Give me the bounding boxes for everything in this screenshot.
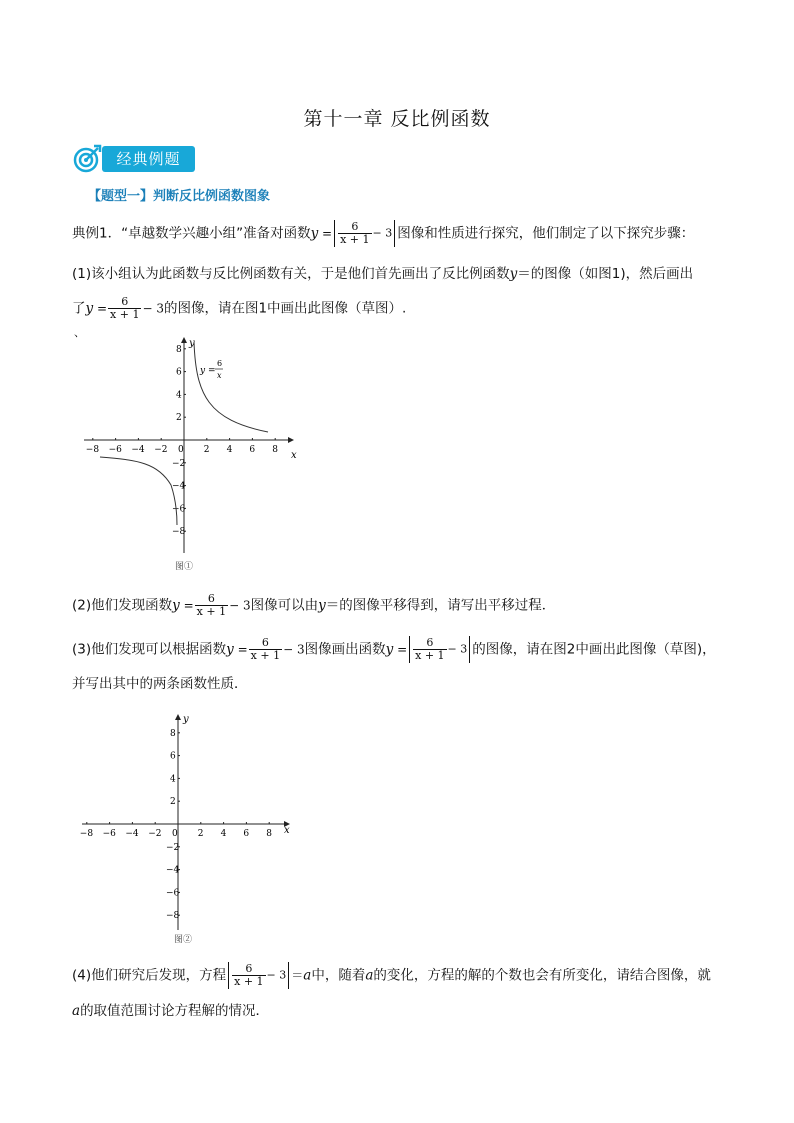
svg-text:y: y <box>200 366 206 376</box>
y-tick-label: 2 <box>176 413 182 424</box>
stray-mark: 、 <box>74 326 85 339</box>
y-tick-label: 8 <box>176 344 182 355</box>
y-tick-label: −8 <box>166 911 180 922</box>
example-line-1: 典例1．“卓越数学兴趣小组”准备对函数y = $\frac{6}{x + 1}$ − 3 图像和性质进行探究，他们制定了以下探究步骤： <box>72 220 695 246</box>
question-2: (2)他们发现函数y = $\frac{6}{x + 1}$ − 3图像可以由y＝的图像平移得到，请写出平移过程． <box>72 592 556 618</box>
figure-2-origin: 0 <box>172 829 178 839</box>
example-intro: 典例1．“卓越数学兴趣小组”准备对函数 <box>72 225 311 242</box>
y-tick-label: 4 <box>170 774 176 785</box>
question-4-line-2: a的取值范围讨论方程解的情况． <box>72 1003 270 1019</box>
y-tick-label: −4 <box>172 481 186 492</box>
y-tick-label: 2 <box>170 797 176 808</box>
y-tick-label: 4 <box>176 390 182 401</box>
figure-1-curve-label <box>199 359 223 380</box>
question-4-line-1: (4)他们研究后发现，方程 $\frac{6}{x + 1}$ − 3 ＝a中，随着a的变化，方程的解的个数也会有所变化，请结合图像，就 <box>72 962 711 988</box>
page-title: 第十一章 反比例函数 <box>303 108 491 130</box>
x-tick-label: 2 <box>203 445 210 455</box>
x-tick-label: −8 <box>85 445 100 455</box>
x-tick-label: 8 <box>272 445 278 455</box>
x-tick-label: −2 <box>148 829 162 839</box>
figure-2-y-axis-label: y <box>183 714 189 725</box>
y-tick-label: 6 <box>170 751 176 762</box>
question-1-line-2: 了y = $\frac{6}{x + 1}$ − 3的图像，请在图1中画出此图像（草图）. <box>72 295 407 321</box>
question-1-line-1: (1)该小组认为此函数与反比例函数有关，于是他们首先画出了反比例函数y＝的图像（如图1)，然后画出 <box>72 266 694 282</box>
y-tick-label: 6 <box>176 367 182 378</box>
target-icon <box>72 143 102 175</box>
y-tick-label: −4 <box>166 865 180 876</box>
x-tick-label: 6 <box>243 829 250 839</box>
figure-1-caption: 图① <box>175 562 194 572</box>
x-tick-label: −4 <box>131 445 145 455</box>
x-tick-label: 4 <box>220 829 227 839</box>
y-tick-label: −2 <box>172 458 186 469</box>
figure-1-origin: 0 <box>178 445 184 455</box>
figure-2-caption: 图② <box>174 935 193 945</box>
y-tick-label: 8 <box>170 728 176 739</box>
question-3-line-1: (3)他们发现可以根据函数y = $\frac{6}{x + 1}$ − 3图像画出函数y = $\frac{6}{x + 1}$ − 3 的图像，请在图2中画出此图像（草图)， <box>72 636 716 662</box>
x-tick-label: 8 <box>266 829 272 839</box>
y-tick-label: −2 <box>166 842 180 853</box>
x-tick-label: 6 <box>249 445 256 455</box>
y-tick-label: −6 <box>166 888 180 899</box>
figure-1-x-axis-label: x <box>291 450 297 461</box>
x-tick-label: −6 <box>102 829 116 839</box>
x-tick-label: 4 <box>226 445 233 455</box>
question-3-line-2: 并写出其中的两条函数性质． <box>72 676 248 692</box>
x-tick-label: 2 <box>197 829 204 839</box>
figure-1 <box>78 335 308 575</box>
x-tick-label: −2 <box>154 445 168 455</box>
banner-label: 经典例题 <box>102 146 195 172</box>
abs-expression: $\frac{6}{x + 1}$ − 3 <box>334 220 395 247</box>
y-tick-label: −8 <box>172 527 186 538</box>
x-tick-label: −4 <box>125 829 139 839</box>
svg-text:=: = <box>208 366 216 376</box>
section-heading: 【题型一】判断反比例函数图象 <box>88 189 271 204</box>
y-tick-label: −6 <box>172 504 186 515</box>
figure-2-x-axis-label: x <box>284 825 290 836</box>
figure-1-y-axis-label: y <box>189 338 195 349</box>
svg-text:6: 6 <box>217 359 223 368</box>
figure-2 <box>76 710 306 948</box>
x-tick-label: −6 <box>108 445 122 455</box>
svg-text:x: x <box>217 371 222 380</box>
x-tick-label: −8 <box>79 829 94 839</box>
